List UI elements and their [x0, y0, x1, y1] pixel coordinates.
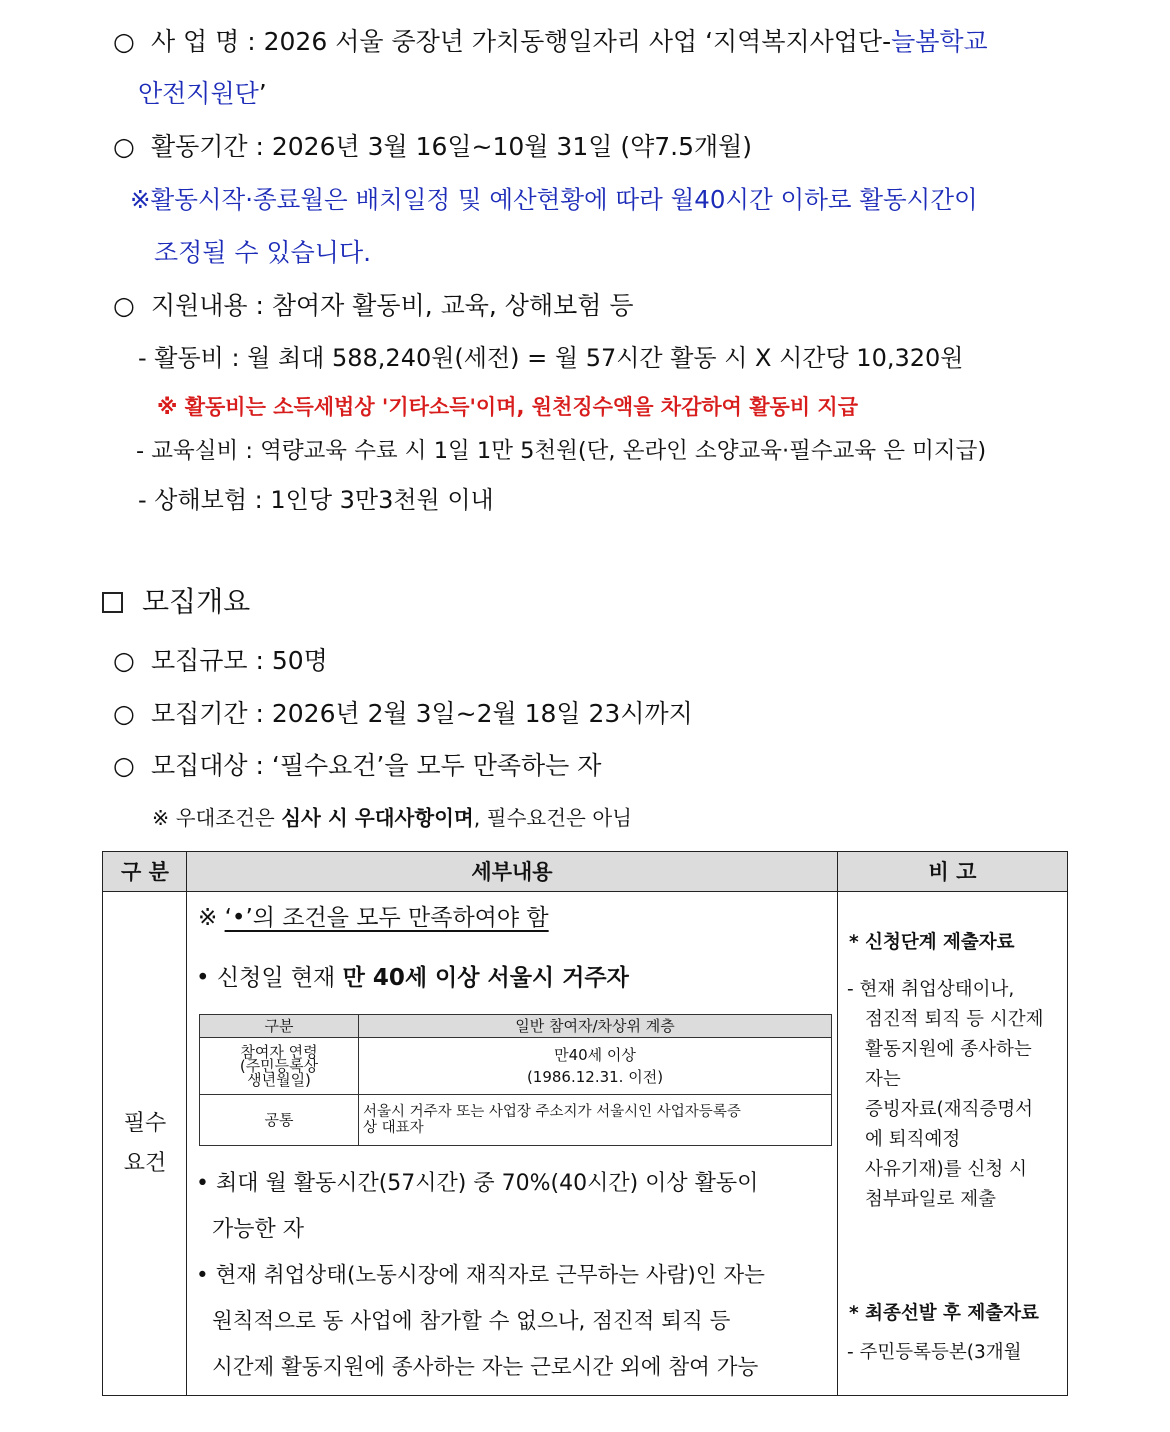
- apply-doc-line: 증빙자료(재직증명서: [865, 1099, 1034, 1120]
- inner-age-label-2: (주민등록상: [239, 1057, 319, 1075]
- recruit-period-line: [113, 698, 693, 730]
- circle-bullet-icon: ○: [113, 699, 135, 728]
- bullet-age-residence: [196, 963, 629, 993]
- apply-docs-title: * 신청단계 제출자료: [849, 932, 1015, 953]
- header-details: 세부내용: [471, 859, 553, 884]
- business-program-name: 늘봄학교: [891, 27, 988, 56]
- bullet-age-b: 만 40세 이상 서울시 거주자: [342, 965, 629, 991]
- period-note-line-2: 조정될 수 있습니다.: [154, 238, 372, 267]
- bullet-employment-2: 원칙적으로 동 사업에 참가할 수 없으나, 점진적 퇴직 등: [212, 1309, 731, 1334]
- bullet-hours-1: • 최대 월 활동시간(57시간) 중 70%(40시간) 이상 활동이: [196, 1171, 759, 1196]
- recruit-heading: 모집개요: [142, 585, 251, 618]
- recruit-scale-line: [113, 645, 328, 677]
- activity-period-text: 활동기간 : 2026년 3월 16일~10월 31일 (약7.5개월): [150, 132, 753, 161]
- age-inner-table: [199, 1014, 832, 1146]
- inner-age-label: [200, 1038, 359, 1095]
- business-quote-end: ’: [258, 79, 267, 108]
- business-label: 사 업 명 :: [150, 27, 264, 56]
- circle-bullet-icon: ○: [113, 132, 135, 161]
- tax-note: ※ 활동비는 소득세법상 '기타소득'이며, 원천징수액을 차감하여 활동비 지급: [157, 395, 859, 419]
- support-title: 지원내용 : 참여자 활동비, 교육, 상해보험 등: [150, 291, 634, 320]
- row-label-line-1: 필수: [123, 1111, 167, 1136]
- circle-bullet-icon: ○: [113, 27, 135, 56]
- inner-age-label-3: 생년월일): [247, 1071, 311, 1089]
- activity-pay-line: - 활동비 : 월 최대 588,240원(세전) = 월 57시간 활동 시 X 시간당 10,320원: [138, 344, 964, 372]
- inner-age-value-2: (1986.12.31. 이전): [526, 1068, 664, 1086]
- recruit-period: 모집기간 : 2026년 2월 3일~2월 18일 23시까지: [150, 699, 693, 728]
- circle-bullet-icon: ○: [113, 291, 135, 320]
- preference-note-a: ※ 우대조건은: [152, 806, 282, 830]
- apply-doc-line: 점진적 퇴직 등 시간제: [865, 1009, 1044, 1030]
- circle-bullet-icon: ○: [113, 751, 135, 780]
- square-bullet-icon: [102, 592, 123, 613]
- recruit-target: 모집대상 : ‘필수요건’을 모두 만족하는 자: [150, 751, 602, 780]
- column-divider: [837, 852, 838, 1395]
- inner-header-general: 일반 참여자/차상위 계층: [359, 1015, 832, 1038]
- inner-common-value-1: 서울시 거주자 또는 사업장 주소지가 서울시인 사업자등록증: [363, 1104, 741, 1120]
- bullet-age-a: • 신청일 현재: [196, 965, 343, 991]
- header-category: 구 분: [121, 859, 169, 884]
- condition-note: [198, 903, 549, 933]
- bullet-employment-3: 시간제 활동지원에 종사하는 자는 근로시간 외에 참여 가능: [212, 1355, 759, 1380]
- header-remarks: 비 고: [928, 859, 977, 884]
- final-doc-line: - 주민등록등본(3개월: [847, 1342, 1022, 1363]
- preference-note: [152, 802, 632, 834]
- apply-doc-line: 사유기재)를 신청 시: [865, 1159, 1027, 1180]
- recruit-scale: 모집규모 : 50명: [150, 646, 328, 675]
- inner-age-label-1: 참여자 연령: [240, 1043, 318, 1061]
- condition-note-prefix: ※: [198, 905, 225, 931]
- condition-note-text: ‘•’의 조건을 모두 만족하여야 함: [224, 905, 549, 931]
- inner-age-value: [359, 1038, 832, 1095]
- insurance-line: - 상해보험 : 1인당 3만3천원 이내: [138, 486, 494, 514]
- period-note-line-1: ※활동시작·종료월은 배치일정 및 예산현황에 따라 월40시간 이하로 활동시간이: [130, 185, 978, 214]
- preference-note-c: , 필수요건은 아님: [473, 806, 632, 830]
- support-line: [113, 290, 634, 322]
- business-name-line: [113, 26, 988, 58]
- apply-doc-line: 활동지원에 종사하는: [865, 1039, 1032, 1060]
- recruit-target-line: [113, 750, 601, 782]
- inner-header-category: 구분: [200, 1015, 359, 1038]
- apply-doc-line: - 현재 취업상태이나,: [847, 979, 1015, 1000]
- row-label-line-2: 요건: [123, 1151, 167, 1176]
- preference-note-b: 심사 시 우대사항이며: [281, 806, 474, 830]
- apply-doc-line: 에 퇴직예정: [865, 1129, 961, 1150]
- inner-common-value-2: 상 대표자: [363, 1120, 424, 1136]
- inner-age-value-1: 만40세 이상: [554, 1046, 636, 1064]
- bullet-hours-2: 가능한 자: [212, 1217, 305, 1242]
- requirements-table: [102, 851, 1068, 1396]
- business-name-line-2: [138, 78, 267, 110]
- bullet-employment-1: • 현재 취업상태(노동시장에 재직자로 근무하는 사람)인 자는: [196, 1263, 765, 1288]
- row-label-required: [103, 892, 187, 1395]
- circle-bullet-icon: ○: [113, 646, 135, 675]
- business-program-name-2: 안전지원단: [138, 79, 259, 108]
- inner-common-label: 공통: [200, 1095, 359, 1146]
- apply-doc-line: 첨부파일로 제출: [865, 1189, 996, 1210]
- activity-period-line: [113, 131, 752, 163]
- apply-doc-line: 자는: [865, 1069, 901, 1090]
- final-docs-title: * 최종선발 후 제출자료: [849, 1303, 1039, 1324]
- business-text: 2026 서울 중장년 가치동행일자리 사업 ‘지역복지사업단-: [263, 27, 892, 56]
- inner-common-value: [359, 1095, 832, 1146]
- education-line: - 교육실비 : 역량교육 수료 시 1일 1만 5천원(단, 온라인 소양교육·필수교육 은 미지급): [136, 438, 987, 464]
